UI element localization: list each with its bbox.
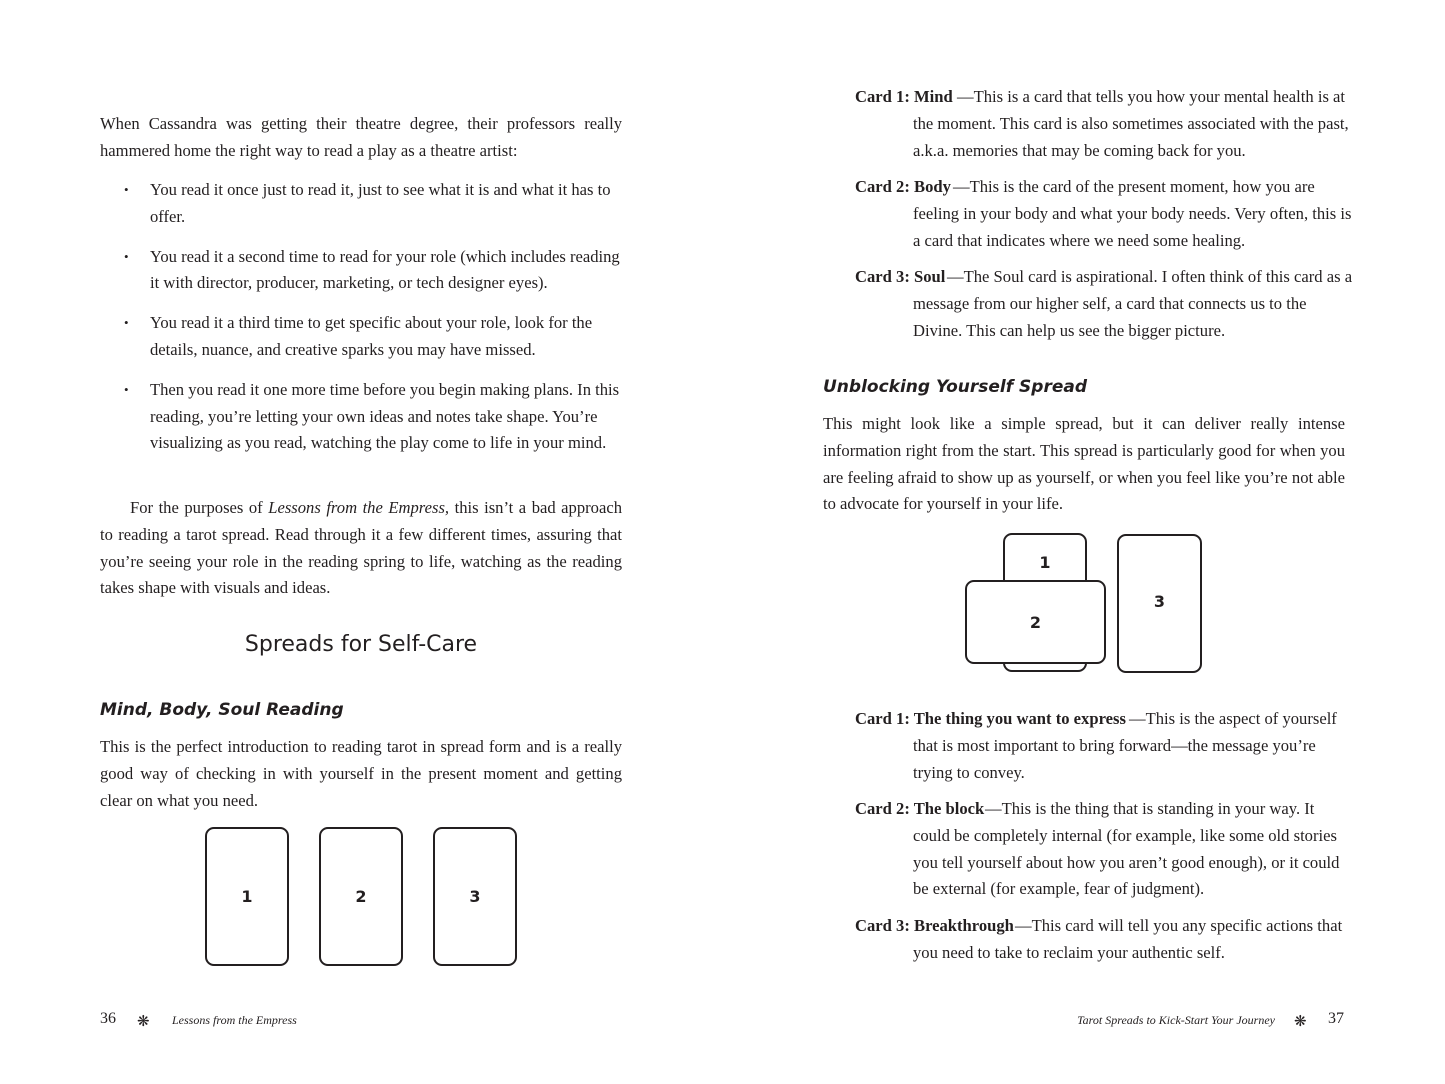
mbs-subheading: Mind, Body, Soul Reading: [100, 700, 344, 720]
mbs-card-2: 2: [319, 827, 403, 966]
ornament-icon: ❋: [137, 1012, 150, 1030]
list-item: • You read it once just to read it, just to see what it is and what it has to offer.: [100, 177, 630, 231]
section-heading: Spreads for Self-Care: [244, 632, 478, 657]
mbs-definition-2: Card 2: Body —This is the card of the present moment, how you are feeling in your body and what your body needs. Very often, this is a card that indicates where we need some healing.: [855, 177, 1352, 250]
mbs-card-1: 1: [205, 827, 289, 966]
purposes-paragraph: For the purposes of Lessons from the Empress, this isn’t a bad approach to reading a tarot spread. Read through it a few different times, assuring that you’re seeing your role in the reading spring to life, watching as the reading takes shape with visuals and ideas.: [100, 498, 622, 598]
intro-paragraph: When Cassandra was getting their theatre degree, their professors really hammered home the right way to read a play as a theatre artist:: [100, 114, 622, 160]
unblocking-paragraph: This might look like a simple spread, but it can deliver really intense information right from the start. This spread is particularly good for when you are feeling afraid to show up as yourself, or when you feel like you’re not able to advocate for yourself in your life.: [823, 414, 1345, 514]
ornament-icon: ❋: [1294, 1012, 1307, 1030]
mbs-definition-3: Card 3: Soul —The Soul card is aspirational. I often think of this card as a message from our higher self, a card that connects us to the Divine. This can help us see the bigger picture.: [855, 267, 1353, 340]
unblocking-definition-3: Card 3: Breakthrough —This card will tell you any specific actions that you need to take to reclaim your authentic self.: [855, 916, 1343, 962]
mbs-card-3: 3: [433, 827, 517, 966]
unblocking-card-3: 3: [1117, 534, 1202, 673]
bullet-icon: •: [124, 182, 129, 197]
page-number-left: 36: [100, 1010, 116, 1027]
unblocking-definition-2: Card 2: The block —This is the thing that is standing in your way. It could be completely internal (for example, like some old stories you tell yourself about how you aren’t good enough), or it could be external (for example, fear of judgment).: [855, 799, 1340, 899]
bullet-icon: •: [124, 248, 129, 264]
bullet-icon: •: [124, 315, 129, 331]
mbs-paragraph: This is the perfect introduction to reading tarot in spread form and is a really good way of checking in with yourself in the present moment and getting clear on what you need.: [100, 737, 622, 810]
book-title-italic: Lessons from the Empress,: [268, 498, 450, 517]
unblocking-subheading: Unblocking Yourself Spread: [823, 377, 1088, 397]
unblocking-card-2: 2: [965, 580, 1106, 664]
list-item: • Then you read it one more time before you begin making plans. In this reading, you’re letting your own ideas and notes take shape. You’re visualizing as you read, watching the play come to life in your mind.: [100, 377, 630, 457]
running-title-right: Tarot Spreads to Kick-Start Your Journey: [1077, 1013, 1275, 1027]
unblocking-definition-1: Card 1: The thing you want to express —This is the aspect of yourself that is most important to bring forward—the message you’re trying to convey.: [855, 709, 1337, 782]
unblocking-card-1: 1: [1003, 533, 1087, 672]
running-title-left: Lessons from the Empress: [172, 1013, 297, 1027]
reading-steps-list: [100, 177, 630, 470]
mbs-definition-1: Card 1: Mind —This is a card that tells you how your mental health is at the moment. This card is also sometimes associated with the past, a.k.a. memories that may be coming back for you.: [855, 87, 1349, 160]
list-item: • You read it a second time to read for your role (which includes reading it with director, producer, marketing, or tech designer eyes).: [100, 244, 630, 298]
list-item: • You read it a third time to get specific about your role, look for the details, nuance, and creative sparks you may have missed.: [100, 310, 630, 364]
page-number-right: 37: [1328, 1010, 1344, 1027]
bullet-icon: •: [124, 381, 129, 397]
